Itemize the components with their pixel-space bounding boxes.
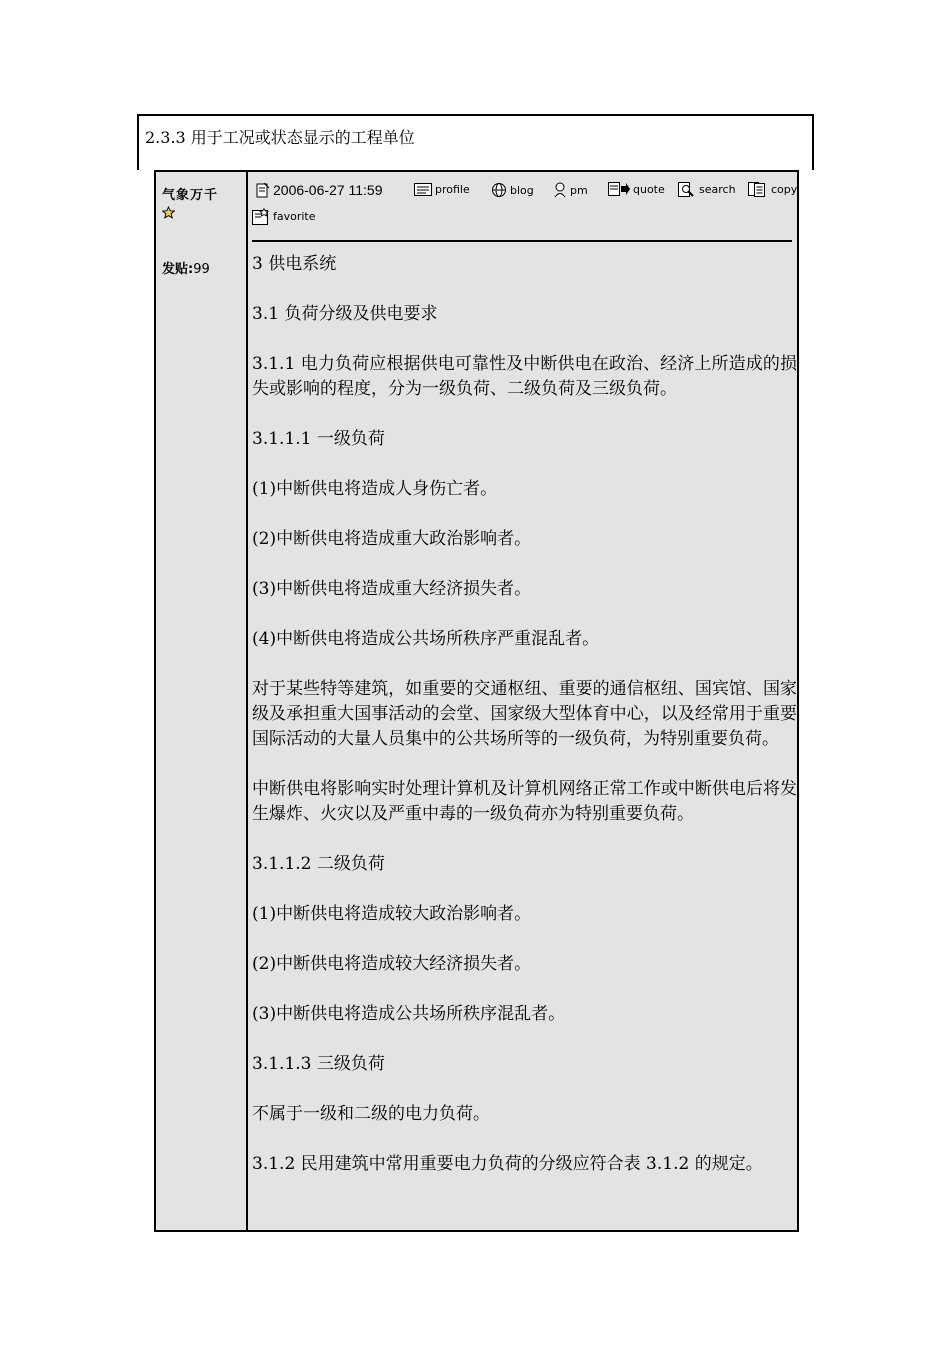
post-date: 2006-06-27 11:59	[273, 182, 383, 198]
paragraph: (3)中断供电将造成公共场所秩序混乱者。	[252, 1004, 566, 1024]
forum-post	[154, 170, 799, 1232]
copy-label: copy	[771, 183, 798, 196]
paragraph: (3)中断供电将造成重大经济损失者。	[252, 579, 532, 599]
post-content	[252, 252, 797, 1202]
search-button[interactable]	[678, 182, 736, 197]
copy-icon	[748, 182, 768, 197]
paragraph: 3.1.2 民用建筑中常用重要电力负荷的分级应符合表 3.1.2 的规定。	[252, 1154, 763, 1174]
paragraph: 3.1.1.1 一级负荷	[252, 429, 385, 449]
blog-label: blog	[510, 183, 534, 197]
profile-button[interactable]	[414, 183, 470, 196]
search-icon	[678, 182, 696, 197]
paragraph: (1)中断供电将造成人身伤亡者。	[252, 479, 498, 499]
profile-icon	[414, 183, 432, 196]
star-icon	[162, 206, 175, 219]
copy-button[interactable]	[748, 182, 797, 197]
person-icon	[553, 182, 567, 198]
author-column	[156, 172, 248, 1230]
blog-button[interactable]	[491, 182, 534, 198]
author-name[interactable]: 气象万千	[162, 188, 219, 203]
paragraph: 3.1 负荷分级及供电要求	[252, 304, 438, 324]
paragraph: 对于某些特等建筑，如重要的交通枢纽、重要的通信枢纽、国宾馆、国家级及承担重大国事活动的会堂、国家级大型体育中心，以及经常用于重要国际活动的大量人员集中的公共场所等的一级负荷，为特别重要负荷。	[252, 679, 797, 749]
paragraph: 3.1.1.2 二级负荷	[252, 854, 385, 874]
quote-button[interactable]	[608, 182, 665, 196]
favorite-button[interactable]	[252, 208, 316, 225]
paragraph: (1)中断供电将造成较大政治影响者。	[252, 904, 532, 924]
document-icon	[256, 182, 270, 198]
profile-label: profile	[435, 183, 470, 196]
header-divider	[252, 240, 792, 242]
quote-label: quote	[633, 182, 665, 196]
favorite-icon	[252, 208, 270, 225]
post-datetime	[256, 182, 383, 198]
favorite-label: favorite	[273, 210, 316, 223]
paragraph: (2)中断供电将造成较大经济损失者。	[252, 954, 532, 974]
post-count	[162, 258, 210, 277]
search-label: search	[699, 183, 736, 196]
paragraph: 3.1.1.3 三级负荷	[252, 1054, 385, 1074]
paragraph: (4)中断供电将造成公共场所秩序严重混乱者。	[252, 629, 600, 649]
paragraph: 3.1.1 电力负荷应根据供电可靠性及中断供电在政治、经济上所造成的损失或影响的程度，分为一级负荷、二级负荷及三级负荷。	[252, 354, 797, 399]
post-count-label: 发贴:	[162, 262, 194, 277]
quote-icon	[608, 182, 630, 196]
section-title: 2.3.3 用于工况或状态显示的工程单位	[145, 128, 415, 147]
section-header-box	[137, 114, 814, 170]
paragraph: 不属于一级和二级的电力负荷。	[252, 1104, 490, 1124]
paragraph: (2)中断供电将造成重大政治影响者。	[252, 529, 532, 549]
post-body	[248, 172, 797, 1230]
paragraph: 3 供电系统	[252, 254, 337, 274]
paragraph: 中断供电将影响实时处理计算机及计算机网络正常工作或中断供电后将发生爆炸、火灾以及严重中毒的一级负荷亦为特别重要负荷。	[252, 779, 797, 824]
globe-icon	[491, 182, 507, 198]
pm-label: pm	[570, 183, 588, 197]
post-count-value: 99	[193, 262, 210, 277]
pm-button[interactable]	[553, 182, 588, 198]
